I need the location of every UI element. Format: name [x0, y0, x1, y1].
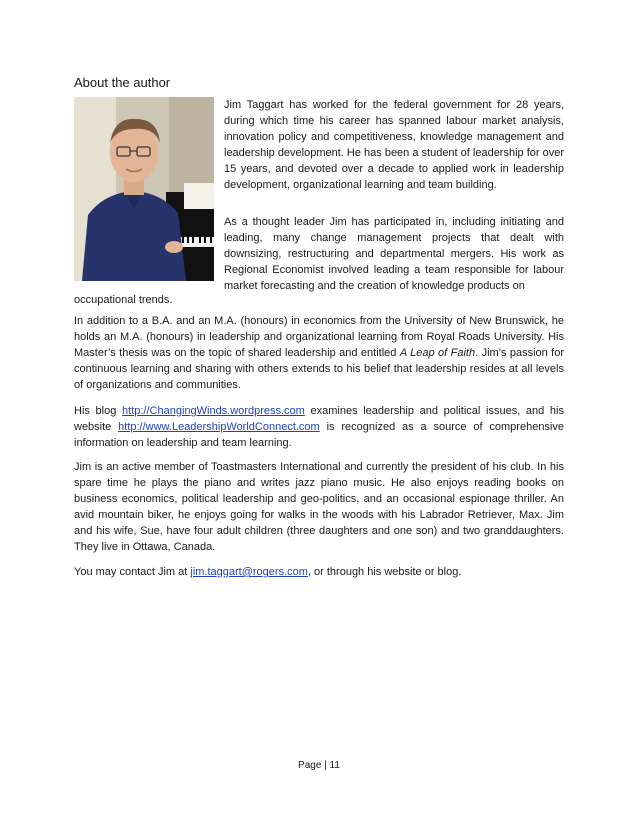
section-heading: About the author — [74, 75, 171, 90]
web-text-b: examines leadership and political issues, and his website — [74, 405, 564, 433]
author-portrait-image — [74, 97, 214, 281]
education-text-end: . Jim’s passion for continuous learning and sharing with others extends to his belief that leadership resides at all levels of organizations and communities. — [74, 347, 565, 391]
bio-paragraph-web — [74, 403, 564, 451]
education-text-start: In addition to a B.A. and an M.A. (honours) in economics from the University of New Brunswick, he holds an M.A. (honours) in leadership and organizational learning from Royal Roads University. His Master’s thesis was on the topic of shared leadership and entitled — [74, 315, 564, 359]
email-link[interactable]: jim.taggart@rogers.com — [190, 566, 308, 578]
web-text-a: His blog — [74, 405, 123, 417]
bio-paragraph-leadership: As a thought leader Jim has participated in, including initiating and leading, many change management projects that dealt with downsizing, restructuring and departmental mergers. His work as Regional Economist involved leading a team responsible for labour market forecasting and the creation of knowledge products on — [224, 216, 564, 292]
website-link[interactable]: http://www.LeadershipWorldConnect.com — [118, 421, 320, 433]
bio-paragraph-contact — [74, 564, 564, 580]
bio-paragraph-personal: Jim is an active member of Toastmasters International and currently the president of his club. In his spare time he plays the piano and writes jazz piano music. He also enjoys reading books on business economics, political leadership and geo-politics, and an occasional espionage thriller. An avid mountain biker, he enjoys going for walks in the woods with his Labrador Retriever, Max. Jim and his wife, Sue, have four adult children (three daughters and one son) and two granddaughters. They live in Ottawa, Canada. — [74, 461, 564, 553]
thesis-title: A Leap of Faith — [399, 347, 476, 359]
bio-paragraph-education — [74, 313, 564, 393]
bio-paragraph-career: Jim Taggart has worked for the federal government for 28 years, during which time his career has spanned labour market analysis, innovation policy and competitiveness, knowledge management and leadership development. He has been a student of leadership for over 15 years, and devoted over a decade to applied work in leadership development, organizational learning and team building. — [224, 99, 564, 191]
bio-paragraph-leadership-tail: occupational trends. — [74, 294, 173, 306]
page-number: Page | 11 — [298, 760, 340, 771]
contact-text-a: You may contact Jim at — [74, 566, 191, 578]
web-text-c: is recognized as a source of comprehensive information on leadership and team learning. — [74, 421, 564, 449]
blog-link[interactable]: http://ChangingWinds.wordpress.com — [122, 405, 305, 417]
contact-text-b: , or through his website or blog. — [307, 566, 462, 578]
author-photo — [74, 97, 214, 281]
